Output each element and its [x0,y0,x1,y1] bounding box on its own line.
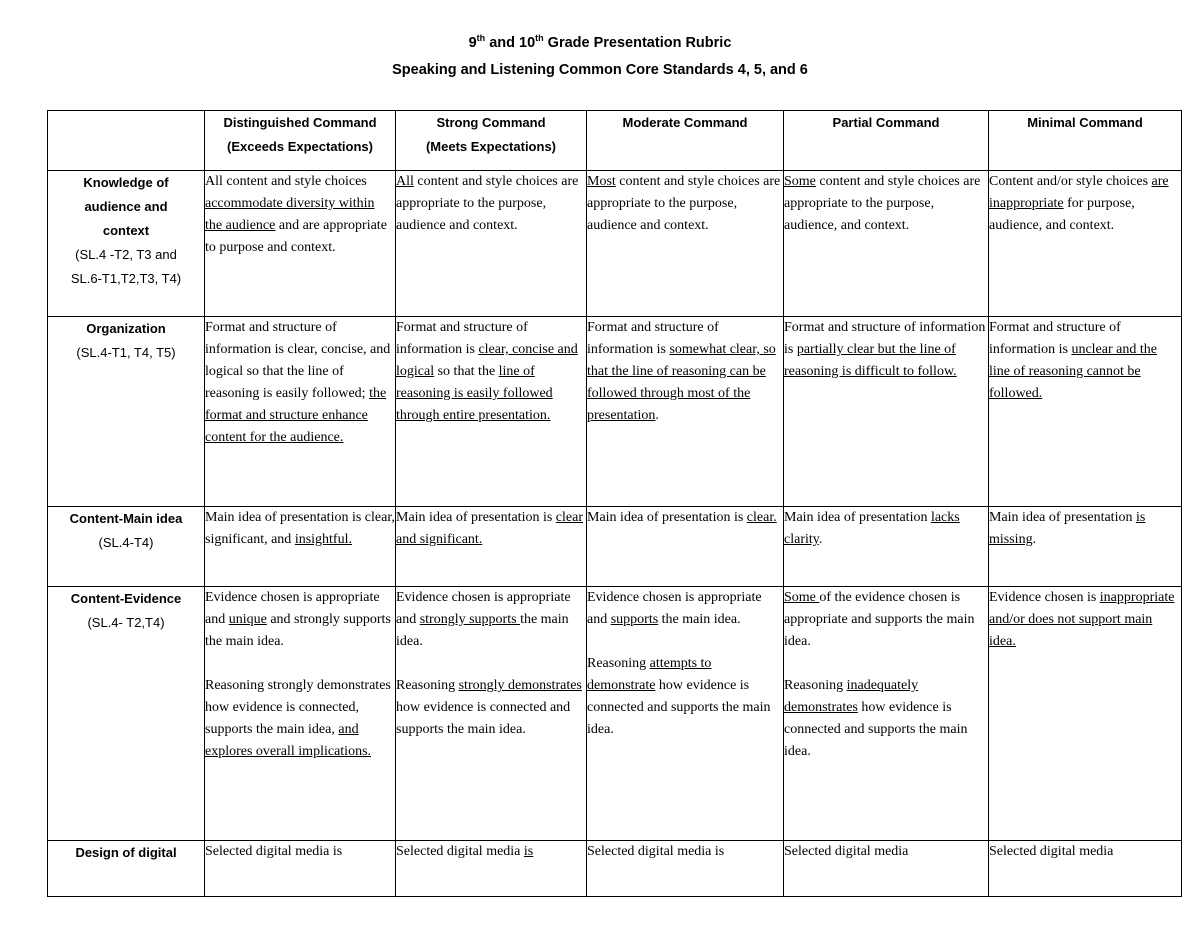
cell-paragraph [205,587,395,653]
underlined-text: and explores overall implications. [205,722,372,759]
row-organization [48,317,1182,507]
rubric-cell-moderate [587,507,784,587]
rubric-cell-strong [396,317,587,507]
row-title-line: Content-Evidence [70,591,182,606]
cell-text: Main idea of presentation is [396,510,556,525]
rubric-cell-minimal [989,507,1182,587]
cell-paragraph [989,171,1181,237]
row-header [48,587,205,841]
rubric-cell-minimal [989,171,1182,317]
row-title-line: context [102,223,150,238]
column-header-partial: Partial Command [784,111,989,171]
underlined-text: is [523,844,534,859]
row-standard-line: (SL.4-T4) [98,535,154,550]
cell-paragraph [784,587,988,653]
cell-text: Format and structure of information is [784,320,986,357]
page-subtitle: Speaking and Listening Common Core Standards 4, 5, and 6 [392,62,808,78]
paragraph-gap [205,653,395,675]
cell-text: Content and/or style choices [989,174,1152,189]
rubric-cell-minimal [989,841,1182,897]
underlined-text: clear, concise and logical [396,342,578,379]
cell-text: All content and style choices [205,174,367,189]
rubric-cell-strong [396,587,587,841]
underlined-text: Some [784,174,816,189]
rubric-cell-moderate [587,317,784,507]
cell-text: Format and structure of information is [989,320,1121,357]
cell-paragraph [989,507,1181,551]
cell-text: Main idea of presentation [989,510,1136,525]
row-content-main-idea [48,507,1182,587]
cell-paragraph [587,587,783,631]
cell-text: Reasoning strongly demonstrates how evidence is connected, supports the main idea, [205,678,391,737]
cell-paragraph [205,675,395,763]
cell-paragraph [587,317,783,427]
cell-paragraph [989,587,1181,653]
underlined-text: line of reasoning is easily followed through entire presentation. [396,364,553,423]
underlined-text: inadequately demonstrates [784,678,919,715]
row-header [48,507,205,587]
cell-paragraph [784,841,988,863]
underlined-text: unclear and the line of reasoning cannot be followed. [989,342,1157,401]
cell-paragraph [784,317,988,383]
underlined-text: clear. [746,510,777,525]
cell-text: and are appropriate to purpose and context. [205,218,387,255]
cell-text: content and style choices are appropriate to the purpose, audience and context. [587,174,781,233]
row-design-of-digital [48,841,1182,897]
cell-text: Format and structure of information is [587,320,719,357]
row-title-line: Knowledge of [83,175,169,190]
cell-text: . [655,408,659,423]
row-title-line: Content-Main idea [69,511,183,526]
cell-text: Reasoning [587,656,650,671]
cell-text: for purpose, audience, and context. [989,196,1135,233]
cell-paragraph [396,841,586,863]
underlined-text: somewhat clear, so that the line of reasoning can be followed through most of the presentation [587,342,776,423]
cell-text: and strongly supports the main idea. [205,612,391,649]
underlined-text: Most [587,174,616,189]
cell-paragraph [396,317,586,427]
row-standard-line: (SL.4- T2,T4) [87,615,165,630]
cell-paragraph [396,587,586,653]
row-title-line: audience and [84,199,168,214]
rubric-table [47,110,1182,897]
underlined-text: strongly supports [419,612,521,627]
rubric-cell-distinguished [205,841,396,897]
cell-paragraph [989,841,1181,863]
cell-text: content and style choices are appropriate to the purpose, audience, and context. [784,174,981,233]
column-header-moderate: Moderate Command [587,111,784,171]
cell-paragraph [989,317,1181,405]
rubric-cell-strong [396,507,587,587]
cell-paragraph [205,507,395,551]
cell-text: so that the [434,364,499,379]
cell-text: how evidence is connected and supports the main idea. [396,700,571,737]
page-title: 9th and 10th Grade Presentation Rubric [468,33,732,51]
cell-paragraph [205,171,395,259]
underlined-text: is missing [989,510,1146,547]
cell-text: Selected digital media [396,844,524,859]
cell-text: Evidence chosen is [989,590,1100,605]
rubric-cell-moderate [587,587,784,841]
rubric-cell-partial [784,507,989,587]
underlined-text: lacks clarity [784,510,960,547]
underlined-text: clear and significant. [396,510,583,547]
cell-paragraph [587,841,783,863]
underlined-text: partially clear but the line of reasoning is difficult to follow. [784,342,957,379]
row-header [48,317,205,507]
cell-paragraph [587,653,783,741]
cell-text: Main idea of presentation is [587,510,747,525]
underlined-text: strongly demonstrates [458,678,582,693]
underlined-text: Some [784,590,820,605]
underlined-text: are inappropriate [989,174,1169,211]
cell-text: Evidence chosen is appropriate and [205,590,380,627]
cell-paragraph [396,171,586,237]
cell-paragraph [396,507,586,551]
underlined-text: attempts to demonstrate [587,656,712,693]
row-title-line: Organization [86,321,166,336]
paragraph-gap [587,631,783,653]
cell-text: Main idea of presentation is clear, significant, and [205,510,395,547]
underlined-text: inappropriate and/or does not support main idea. [989,590,1175,649]
cell-text: of the evidence chosen is appropriate and supports the main idea. [784,590,975,649]
underlined-text: the format and structure enhance content for the audience. [205,386,387,445]
rubric-cell-partial [784,171,989,317]
cell-text: Reasoning [396,678,459,693]
cell-paragraph [205,317,395,449]
cell-paragraph [784,507,988,551]
paragraph-gap [396,653,586,675]
corner-cell [48,111,205,171]
row-standard-line: SL.6-T1,T2,T3, T4) [70,271,182,286]
row-title-line: Design of digital [75,845,177,860]
rubric-cell-distinguished [205,507,396,587]
rubric-cell-distinguished [205,317,396,507]
cell-text: . [1032,532,1037,547]
column-header-minimal: Minimal Command [989,111,1182,171]
cell-text: Evidence chosen is appropriate and [587,590,762,627]
cell-text: the main idea. [658,612,741,627]
row-header [48,841,205,897]
rubric-cell-partial [784,841,989,897]
rubric-cell-strong [396,171,587,317]
rubric-cell-partial [784,587,989,841]
paragraph-gap [784,653,988,675]
cell-text: Selected digital media [989,844,1114,859]
underlined-text: insightful. [294,532,352,547]
cell-text: Selected digital media [784,844,909,859]
row-standard-line: (SL.4-T1, T4, T5) [76,345,176,360]
cell-text: how evidence is connected and supports the main idea. [587,678,771,737]
cell-text: Format and structure of information is clear, concise, and logical so that the line of reasoning is easily followed; [205,320,391,401]
cell-paragraph [784,675,988,763]
underlined-text: supports [610,612,659,627]
rubric-cell-moderate [587,841,784,897]
cell-paragraph [396,675,586,741]
cell-text: the main idea. [396,612,569,649]
rubric-cell-minimal [989,317,1182,507]
cell-text: content and style choices are appropriate to the purpose, audience and context. [396,174,579,233]
cell-text: Format and structure of information is [396,320,528,357]
row-standard-line: (SL.4 -T2, T3 and [75,247,177,262]
cell-paragraph [587,171,783,237]
column-header-strong: Strong Command (Meets Expectations) [396,111,587,171]
cell-text: how evidence is connected and supports the main idea. [784,700,968,759]
row-knowledge-of-audience [48,171,1182,317]
header-row [48,111,1182,171]
column-header-distinguished: Distinguished Command (Exceeds Expectations) [205,111,396,171]
underlined-text: accommodate diversity within the audience [205,196,375,233]
row-content-evidence [48,587,1182,841]
cell-text: Evidence chosen is appropriate and [396,590,571,627]
rubric-cell-partial [784,317,989,507]
rubric-cell-distinguished [205,587,396,841]
rubric-cell-distinguished [205,171,396,317]
cell-text: Main idea of presentation [784,510,931,525]
underlined-text: unique [228,612,267,627]
cell-text: Selected digital media is [205,844,343,859]
rubric-cell-minimal [989,587,1182,841]
cell-text: Selected digital media is [587,844,725,859]
row-header [48,171,205,317]
cell-paragraph [784,171,988,237]
cell-paragraph [205,841,395,863]
cell-text: . [818,532,823,547]
rubric-cell-moderate [587,171,784,317]
underlined-text: All [396,174,414,189]
rubric-cell-strong [396,841,587,897]
cell-text: Reasoning [784,678,847,693]
cell-paragraph [587,507,783,529]
